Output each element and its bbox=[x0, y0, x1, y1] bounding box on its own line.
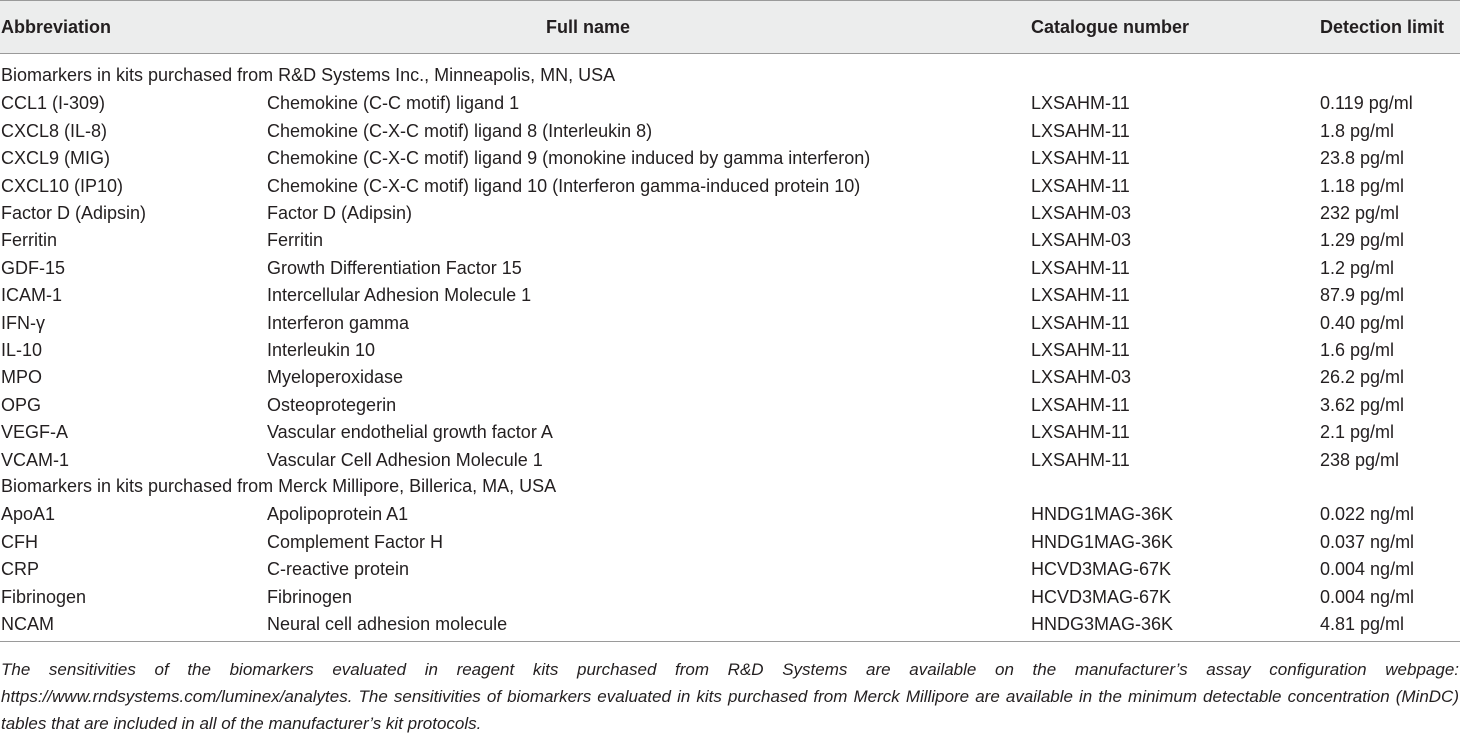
table-row bbox=[0, 392, 1460, 419]
cell-detection-limit: 0.40 pg/ml bbox=[1320, 312, 1405, 333]
section-label: Biomarkers in kits purchased from R&D Systems Inc., Minneapolis, MN, USA bbox=[1, 65, 616, 85]
cell-detection-limit: 23.8 pg/ml bbox=[1320, 148, 1405, 169]
cell-abbreviation: MPO bbox=[1, 367, 43, 388]
cell-detection-limit: 232 pg/ml bbox=[1320, 203, 1400, 223]
cell-full-name: Apolipoprotein A1 bbox=[267, 504, 409, 525]
table-row bbox=[0, 556, 1460, 583]
cell-abbreviation: CXCL9 (MIG) bbox=[1, 148, 111, 169]
cell-catalogue-number: LXSAHM-11 bbox=[1031, 120, 1130, 141]
cell-catalogue-number: LXSAHM-11 bbox=[1031, 340, 1130, 360]
cell-full-name: Vascular Cell Adhesion Molecule 1 bbox=[267, 449, 543, 470]
cell-detection-limit: 0.004 ng/ml bbox=[1320, 559, 1415, 580]
cell-full-name: Myeloperoxidase bbox=[267, 367, 404, 388]
cell-detection-limit: 238 pg/ml bbox=[1320, 449, 1400, 470]
cell-detection-limit: 1.8 pg/ml bbox=[1320, 120, 1395, 141]
table-row bbox=[0, 118, 1460, 145]
cell-detection-limit: 0.004 ng/ml bbox=[1320, 586, 1415, 607]
cell-detection-limit: 0.037 ng/ml bbox=[1320, 531, 1415, 552]
cell-abbreviation: CXCL10 (IP10) bbox=[1, 175, 124, 196]
cell-full-name: Chemokine (C-X-C motif) ligand 10 (Interferon gamma-induced protein 10) bbox=[267, 175, 861, 196]
cell-full-name: Growth Differentiation Factor 15 bbox=[267, 257, 522, 278]
cell-full-name: Interferon gamma bbox=[267, 312, 410, 333]
cell-catalogue-number: LXSAHM-11 bbox=[1031, 394, 1130, 415]
table-footnote: The sensitivities of the biomarkers evaluated in reagent kits purchased from R&D Systems are available on the manufacturer’s assay configuration webpage: https://www.rndsystems.com/luminex/analytes. The sensitivities of biomarkers evaluated in kits purchased from Merck Millipore are available in the minimum detectable concentration (MinDC) tables that are included in all of the manufacturer’s kit protocols. bbox=[1, 660, 1459, 733]
table-row bbox=[0, 227, 1460, 254]
cell-abbreviation: Fibrinogen bbox=[1, 586, 87, 607]
cell-detection-limit: 3.62 pg/ml bbox=[1320, 394, 1405, 415]
cell-full-name: Ferritin bbox=[267, 230, 324, 251]
cell-full-name: Intercellular Adhesion Molecule 1 bbox=[267, 285, 532, 306]
cell-full-name: Vascular endothelial growth factor A bbox=[267, 422, 553, 443]
table-row bbox=[0, 584, 1460, 611]
cell-abbreviation: ApoA1 bbox=[1, 504, 56, 525]
cell-catalogue-number: LXSAHM-11 bbox=[1031, 312, 1130, 333]
cell-full-name: C-reactive protein bbox=[267, 559, 410, 580]
cell-full-name: Chemokine (C-X-C motif) ligand 8 (Interleukin 8) bbox=[267, 120, 653, 141]
cell-catalogue-number: LXSAHM-03 bbox=[1031, 367, 1132, 388]
table-row bbox=[0, 364, 1460, 391]
cell-catalogue-number: LXSAHM-11 bbox=[1031, 148, 1130, 169]
header-full-name: Full name bbox=[546, 17, 631, 37]
cell-full-name: Chemokine (C-X-C motif) ligand 9 (monokine induced by gamma interferon) bbox=[267, 148, 871, 169]
cell-detection-limit: 4.81 pg/ml bbox=[1320, 614, 1405, 634]
cell-abbreviation: ICAM-1 bbox=[1, 285, 63, 306]
cell-abbreviation: CXCL8 (IL-8) bbox=[1, 120, 108, 141]
table-row bbox=[0, 447, 1460, 474]
cell-catalogue-number: HCVD3MAG-67K bbox=[1031, 586, 1172, 607]
cell-abbreviation: VEGF-A bbox=[1, 422, 69, 443]
cell-detection-limit: 1.18 pg/ml bbox=[1320, 175, 1405, 196]
cell-catalogue-number: LXSAHM-03 bbox=[1031, 230, 1132, 251]
table-row bbox=[0, 255, 1460, 282]
cell-detection-limit: 0.119 pg/ml bbox=[1320, 93, 1413, 114]
cell-detection-limit: 2.1 pg/ml bbox=[1320, 422, 1395, 443]
cell-abbreviation: Factor D (Adipsin) bbox=[1, 203, 147, 223]
cell-full-name: Neural cell adhesion molecule bbox=[267, 614, 508, 634]
header-detection-limit: Detection limit bbox=[1320, 17, 1445, 37]
cell-catalogue-number: LXSAHM-11 bbox=[1031, 175, 1130, 196]
cell-abbreviation: IFN-γ bbox=[1, 312, 45, 333]
cell-catalogue-number: HNDG1MAG-36K bbox=[1031, 531, 1174, 552]
cell-detection-limit: 87.9 pg/ml bbox=[1320, 285, 1405, 306]
table-row bbox=[0, 173, 1460, 200]
cell-abbreviation: VCAM-1 bbox=[1, 449, 70, 470]
table-row bbox=[0, 145, 1460, 172]
cell-detection-limit: 1.29 pg/ml bbox=[1320, 230, 1405, 251]
table-header bbox=[0, 0, 1460, 54]
table-row bbox=[0, 282, 1460, 309]
cell-catalogue-number: HCVD3MAG-67K bbox=[1031, 559, 1172, 580]
cell-detection-limit: 0.022 ng/ml bbox=[1320, 504, 1415, 525]
cell-detection-limit: 26.2 pg/ml bbox=[1320, 367, 1405, 388]
cell-abbreviation: Ferritin bbox=[1, 230, 58, 251]
cell-catalogue-number: LXSAHM-11 bbox=[1031, 93, 1130, 114]
cell-catalogue-number: HNDG1MAG-36K bbox=[1031, 504, 1174, 525]
cell-catalogue-number: HNDG3MAG-36K bbox=[1031, 614, 1174, 634]
table-bottom-rule bbox=[0, 641, 1460, 642]
cell-catalogue-number: LXSAHM-11 bbox=[1031, 422, 1130, 443]
table-row bbox=[0, 337, 1460, 364]
cell-detection-limit: 1.6 pg/ml bbox=[1320, 340, 1395, 360]
header-catalogue-number: Catalogue number bbox=[1031, 17, 1190, 37]
cell-detection-limit: 1.2 pg/ml bbox=[1320, 257, 1395, 278]
cell-full-name: Fibrinogen bbox=[267, 586, 353, 607]
cell-abbreviation: CCL1 (I-309) bbox=[1, 93, 106, 114]
table-row bbox=[0, 90, 1460, 117]
table-row bbox=[0, 200, 1460, 227]
cell-abbreviation: IL-10 bbox=[1, 340, 43, 360]
header-abbreviation: Abbreviation bbox=[1, 17, 112, 37]
cell-catalogue-number: LXSAHM-03 bbox=[1031, 203, 1132, 223]
section-label: Biomarkers in kits purchased from Merck Millipore, Billerica, MA, USA bbox=[1, 476, 557, 496]
cell-catalogue-number: LXSAHM-11 bbox=[1031, 449, 1130, 470]
cell-abbreviation: OPG bbox=[1, 394, 42, 415]
table-row bbox=[0, 501, 1460, 528]
table-row bbox=[0, 611, 1460, 638]
table-row bbox=[0, 310, 1460, 337]
cell-abbreviation: CFH bbox=[1, 531, 38, 552]
table-row bbox=[0, 419, 1460, 446]
cell-abbreviation: GDF-15 bbox=[1, 257, 66, 278]
cell-full-name: Interleukin 10 bbox=[267, 340, 376, 360]
cell-full-name: Osteoprotegerin bbox=[267, 394, 397, 415]
table-row bbox=[0, 529, 1460, 556]
cell-catalogue-number: LXSAHM-11 bbox=[1031, 285, 1130, 306]
cell-catalogue-number: LXSAHM-11 bbox=[1031, 257, 1130, 278]
cell-abbreviation: CRP bbox=[1, 559, 40, 580]
cell-full-name: Complement Factor H bbox=[267, 531, 444, 552]
cell-full-name: Chemokine (C-C motif) ligand 1 bbox=[267, 93, 520, 114]
cell-abbreviation: NCAM bbox=[1, 614, 54, 634]
cell-full-name: Factor D (Adipsin) bbox=[267, 203, 413, 223]
